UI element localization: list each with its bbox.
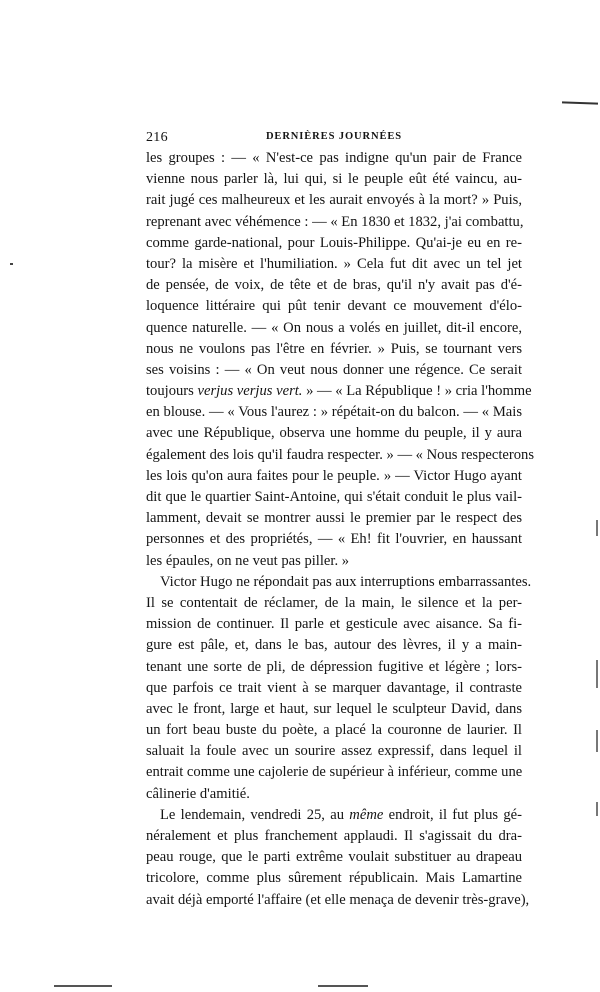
paragraph — [146, 148, 535, 572]
text-line: Il se contentait de réclamer, de la main, le silence et la per- — [146, 594, 522, 611]
paragraph — [146, 805, 530, 911]
scan-edge-mark — [318, 985, 368, 987]
text-line — [146, 381, 532, 402]
text-line: tenant une sorte de pli, de dépression fugitive et légère ; lors- — [146, 658, 522, 675]
text-line: avait déjà emporté l'affaire (et elle menaça de devenir très-grave), — [146, 891, 530, 908]
text-line — [146, 805, 522, 826]
text-line: tour? la misère et l'humiliation. » Cela fut dit avec un tel jet — [146, 255, 522, 272]
italic-word: même — [349, 806, 384, 823]
text-line: Victor Hugo ne répondait pas aux interruptions embarrassantes. — [160, 573, 532, 590]
running-title: DERNIÈRES JOURNÉES — [265, 131, 403, 142]
text-line: câlinerie d'amitié. — [146, 785, 250, 802]
text-line: de pensée, de voix, de tête et de bras, qu'il n'y avait pas d'é- — [146, 277, 522, 294]
text-line: un fort beau buste du poète, a placé la couronne de laurier. Il — [146, 722, 522, 739]
text-line: entrait comme une cajolerie de supérieur à inférieur, comme une — [146, 764, 523, 781]
text-line: néralement et plus franchement applaudi. Il s'agissait du dra- — [146, 828, 522, 844]
text-line: vienne nous parler là, lui qui, si le peuple eût été vaincu, au- — [146, 171, 522, 188]
text-line: peau rouge, que le parti extrême voulait substituer au drapeau — [146, 849, 522, 866]
text-line: tricolore, comme plus sûrement républicain. Mais Lamartine — [146, 870, 522, 887]
text-fragment: » — « La République ! » cria l'homme — [302, 383, 532, 400]
text-line: mission de continuer. Il parle et gesticule avec aisance. Sa fi- — [146, 616, 522, 633]
text-line: avec une République, observa une homme du peuple, il y aura — [146, 425, 522, 442]
text-line: rait jugé ces malheureux et les aurait envoyés à la mort? » Puis, — [146, 192, 522, 209]
text-line: les lois qu'on aura faites pour le peuple. » — Victor Hugo ayant — [146, 467, 522, 484]
text-line: personnes et des propriétés, — « Eh! fit l'ouvrier, en haussant — [146, 531, 522, 548]
text-line: en blouse. — « Vous l'aurez : » répétait-on du balcon. — « Mais — [146, 404, 522, 421]
text-line: avec le front, large et haut, sur lequel le sculpteur David, dans — [146, 700, 522, 717]
text-line: loquence littéraire qui pût tenir devant ce mouvement d'élo- — [146, 298, 522, 315]
text-line: ses voisins : — « On veut nous donner une régence. Ce serait — [146, 361, 522, 378]
text-line: nous ne voulons pas l'être en février. » Puis, se tournant vers — [146, 340, 522, 357]
scan-edge-mark — [54, 985, 112, 987]
text-line: également des lois qu'il faudra respecter. » — « Nous respecterons — [146, 446, 535, 463]
text-line: dit que le quartier Saint-Antoine, qui s'était conduit le plus vail- — [146, 489, 522, 505]
text-fragment: endroit, il fut plus gé- — [383, 806, 523, 823]
text-line: gure est pâle, et, dans le bas, autour des lèvres, il y a main- — [146, 637, 522, 654]
text-line: reprenant avec véhémence : — « En 1830 et 1832, j'ai combattu, — [146, 213, 524, 230]
scan-edge-mark — [596, 730, 598, 752]
scan-speck — [10, 263, 13, 265]
scan-edge-mark — [596, 802, 598, 816]
text-line: les épaules, on ne veut pas piller. » — [146, 552, 350, 569]
text-line: quence naturelle. — « On nous a volés en juillet, dit-il encore, — [146, 319, 522, 336]
text-line: saluait la foule avec un sourire assez expressif, dans lequel il — [146, 743, 522, 760]
text-line: comme garde-national, pour Louis-Philippe. Qu'ai-je eu en re- — [146, 234, 522, 251]
text-line: lamment, devait se montrer aussi le premier par le respect des — [146, 510, 522, 527]
running-header — [146, 130, 522, 150]
scan-mark — [562, 101, 598, 104]
scan-edge-mark — [596, 520, 598, 536]
scan-edge-mark — [596, 660, 598, 688]
text-fragment: Le lendemain, vendredi 25, au — [160, 806, 350, 823]
italic-phrase: verjus verjus vert. — [197, 383, 303, 400]
page-number: 216 — [146, 130, 168, 145]
text-line: que parfois ce trait vient à se marquer davantage, il contraste — [146, 679, 522, 696]
text-fragment: toujours — [146, 383, 198, 400]
text-line: les groupes : — « N'est-ce pas indigne qu'un pair de France — [146, 150, 522, 166]
paragraph — [146, 572, 532, 805]
body-text — [146, 148, 535, 911]
